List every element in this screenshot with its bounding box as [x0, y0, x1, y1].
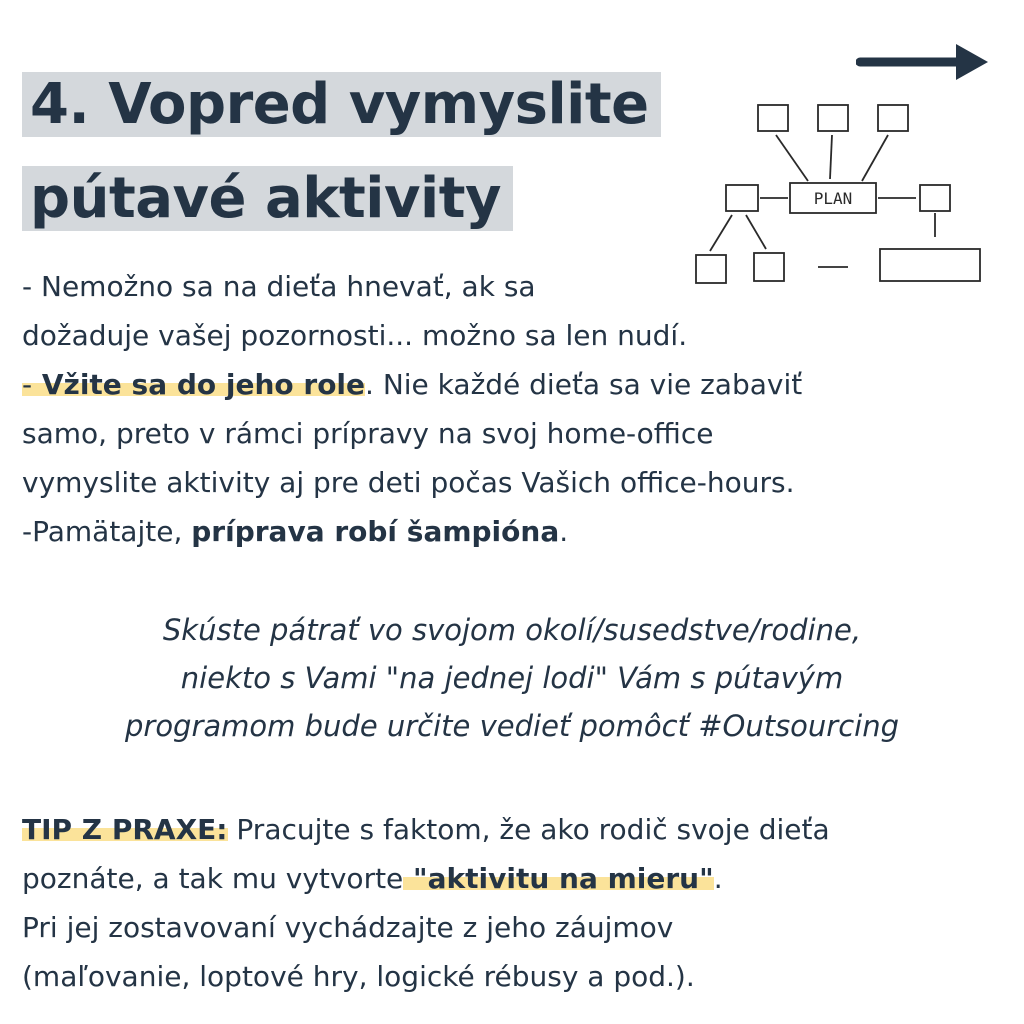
- highlight-phrase: Vžite sa do jeho role: [32, 368, 366, 401]
- diagram-box: [878, 105, 908, 131]
- paragraph-1-line-1: - Nemožno sa na dieťa hnevať, ak sa: [22, 270, 536, 303]
- diagram-box: [758, 105, 788, 131]
- arrow-right-icon[interactable]: [856, 40, 990, 84]
- paragraph-2-prefix: - Vžite sa do jeho role: [22, 368, 366, 401]
- paragraph-1-line-2: dožaduje vašej pozornosti... možno sa len nudí.: [22, 319, 688, 352]
- paragraph-2-line-3: vymyslite aktivity aj pre deti počas Vašich office-hours.: [22, 466, 795, 499]
- diagram-box: [696, 255, 726, 283]
- tip-highlight-phrase: "aktivitu na mieru": [403, 862, 714, 895]
- tip-line-2: poznáte, a tak mu vytvorte "aktivitu na mieru".: [22, 862, 723, 895]
- diagram-box: [754, 253, 784, 281]
- bold-phrase: príprava robí šampióna: [191, 515, 560, 548]
- quote-line-3: programom bude určite vedieť pomôcť #Outsourcing: [124, 709, 900, 743]
- plan-label: PLAN: [813, 189, 853, 208]
- page-title-line-2: [22, 166, 513, 232]
- paragraph-2-rest: . Nie každé dieťa sa vie zabaviť: [365, 368, 803, 401]
- tip-line-3: Pri jej zostavovaní vychádzajte z jeho záujmov: [22, 911, 674, 944]
- diagram-box: [818, 105, 848, 131]
- page-title-line-1: [22, 72, 661, 138]
- tip-line-1: TIP Z PRAXE: Pracujte s faktom, že ako rodič svoje dieťa: [22, 813, 830, 846]
- paragraph-2-line-2: samo, preto v rámci prípravy na svoj home-office: [22, 417, 714, 450]
- quote-line-2: niekto s Vami "na jednej lodi" Vám s pútavým: [180, 661, 844, 695]
- tip-line-4: (maľovanie, loptové hry, logické rébusy a pod.).: [22, 960, 695, 993]
- title-highlight: pútavé aktivity: [22, 166, 513, 231]
- diagram-box: [920, 185, 950, 211]
- paragraph-2-line-1: [22, 360, 802, 409]
- diagram-box: [726, 185, 758, 211]
- title-highlight: 4. Vopred vymyslite: [22, 72, 661, 137]
- diagram-box-wide: [880, 249, 980, 281]
- plan-diagram-illustration: [690, 95, 990, 295]
- tip-label: TIP Z PRAXE:: [22, 813, 228, 846]
- paragraph-3: -Pamätajte, príprava robí šampióna.: [22, 515, 569, 548]
- quote-line-1: Skúste pátrať vo svojom okolí/susedstve/rodine,: [162, 613, 862, 647]
